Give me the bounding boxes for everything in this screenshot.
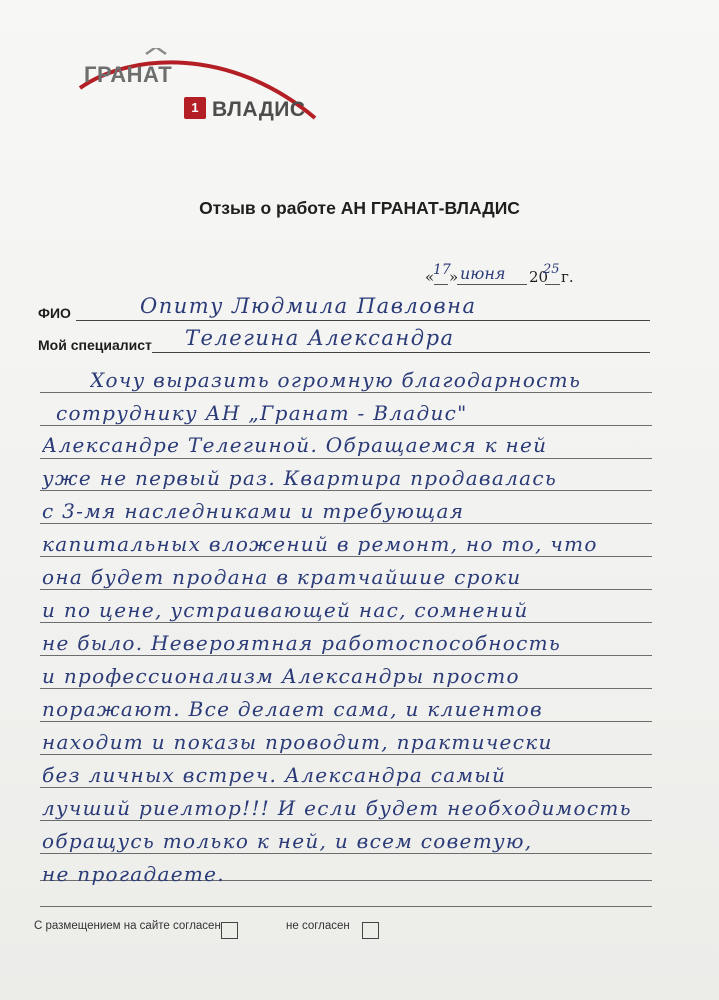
- review-text-line: она будет продана в кратчайшие сроки: [42, 565, 522, 589]
- date-month: июня: [460, 264, 506, 283]
- ruled-line: [40, 425, 652, 426]
- date-close-quote: »: [449, 268, 459, 286]
- logo-badge: 1: [184, 97, 206, 119]
- ruled-line: [40, 853, 652, 854]
- ruled-line: [40, 622, 652, 623]
- date-day: 17: [433, 262, 451, 278]
- date-open-quote: «: [425, 268, 435, 286]
- review-text-line: без личных встреч. Александра самый: [42, 763, 507, 787]
- date-year-mark: г.: [561, 268, 574, 286]
- review-text-line: находит и показы проводит, практически: [42, 730, 553, 754]
- fio-value: Опиту Людмила Павловна: [140, 294, 477, 318]
- ruled-line: [40, 458, 652, 459]
- review-text-line: поражают. Все делает сама, и клиентов: [42, 697, 543, 721]
- ruled-line: [40, 754, 652, 755]
- ruled-line: [40, 523, 652, 524]
- logo-bottom-text: ВЛАДИС: [212, 98, 306, 121]
- logo-top-text: ГРАНАТ: [84, 62, 173, 87]
- review-text-line: Александре Телегиной. Обращаемся к ней: [42, 433, 548, 457]
- review-text-line: уже не первый раз. Квартира продавалась: [42, 466, 558, 490]
- consent-disagree-label: не согласен: [286, 920, 350, 932]
- ruled-line: [40, 589, 652, 590]
- ruled-line: [40, 556, 652, 557]
- company-logo: [60, 48, 330, 138]
- date-month-underline: [457, 284, 527, 285]
- review-text-line: и профессионализм Александры просто: [42, 664, 520, 688]
- review-text-line: сотруднику АН „Гранат - Владис": [56, 401, 468, 425]
- date-year-underline: [545, 284, 560, 285]
- review-text-line: не прогадаете.: [42, 862, 225, 886]
- date-year-suffix: 25: [543, 262, 560, 277]
- consent-agree-checkbox[interactable]: [221, 922, 238, 939]
- consent-disagree-checkbox[interactable]: [362, 922, 379, 939]
- page-title: Отзыв о работе АН ГРАНАТ-ВЛАДИС: [199, 198, 520, 218]
- review-text-line: лучший риелтор!!! И если будет необходимость: [42, 796, 632, 820]
- review-text-line: обращусь только к ней, и всем советую,: [42, 829, 533, 853]
- ruled-line: [40, 787, 652, 788]
- specialist-underline: [152, 352, 650, 353]
- ruled-line: [40, 655, 652, 656]
- ruled-line: [40, 392, 652, 393]
- date-day-underline: [434, 284, 448, 285]
- fio-label: ФИО: [38, 305, 71, 321]
- specialist-label: Мой специалист: [38, 337, 152, 353]
- specialist-value: Телегина Александра: [185, 326, 455, 350]
- ruled-line: [40, 688, 652, 689]
- date-year-prefix: 20: [529, 268, 549, 286]
- fio-underline: [76, 320, 650, 321]
- review-text-line: не было. Невероятная работоспособность: [42, 631, 562, 655]
- review-text-line: и по цене, устраивающей нас, сомнений: [42, 598, 529, 622]
- ruled-line: [40, 906, 652, 907]
- ruled-line: [40, 820, 652, 821]
- review-text-line: капитальных вложений в ремонт, но то, что: [42, 532, 598, 556]
- ruled-line: [40, 721, 652, 722]
- review-text-line: с 3-мя наследниками и требующая: [42, 499, 465, 523]
- review-text-line: Хочу выразить огромную благодарность: [90, 368, 582, 392]
- ruled-line: [40, 490, 652, 491]
- consent-agree-label: С размещением на сайте согласен: [34, 920, 221, 932]
